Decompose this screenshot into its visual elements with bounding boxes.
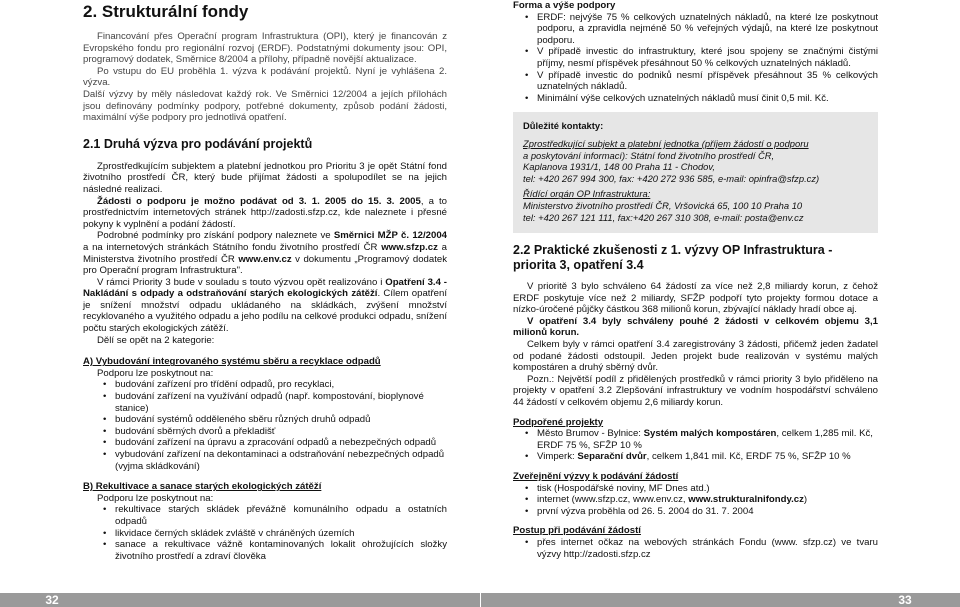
category-a xyxy=(83,356,447,472)
project-1-funding: , celkem 1,285 mil. Kč, ERDF 75 %, SFŽP 10 % xyxy=(537,428,873,451)
dates-bold: Žádosti o podporu je možno podávat od 3. 1. 2005 do 15. 3. 2005 xyxy=(97,195,421,207)
strukturalnifondy-link[interactable]: www.strukturalnifondy.cz xyxy=(688,494,804,506)
list-item: • tisk (Hospodářské noviny, MF Dnes atd.) xyxy=(527,483,878,495)
page-number-left: 32 xyxy=(30,593,74,607)
paragraph-registered: Celkem byly v rámci opatření 3.4 zaregistrovány 3 žádosti, přičemž jeden žadatel od podané žádosti odstoupil. Jeden projekt bude realizován v systému malých kompostáren a druhý sběrný dvůr. xyxy=(513,339,878,374)
category-a-lead: Podporu lze poskytnout na: xyxy=(97,367,214,379)
list-item: • budování sběrných dvorů a překladišť xyxy=(105,426,447,438)
contact-mzp xyxy=(523,188,870,223)
paragraph-categories: Dělí se opět na 2 kategorie: xyxy=(97,334,215,346)
list-item: • sanace a rekultivace vážně kontaminovaných lokalit ohrožujících složky životního prostředí a zdraví člověka xyxy=(105,539,447,562)
contact-mzp-l3: tel: +420 267 121 111, fax:+420 267 310 308, e-mail: posta@env.cz xyxy=(523,211,804,223)
heading-2-2: 2.2 Praktické zkušenosti z 1. výzvy OP Infrastruktura - priorita 3, opatření 3.4 xyxy=(513,243,833,273)
section-2-1-body xyxy=(83,161,447,347)
sfzp-link[interactable]: www.sfzp.cz xyxy=(381,241,438,253)
list-item: • likvidace černých skládek zvláště v chráněných územích xyxy=(105,528,447,540)
category-b xyxy=(83,481,447,562)
contacts-box xyxy=(513,112,878,233)
intro-block xyxy=(83,31,447,124)
paragraph-note: Pozn.: Největší podíl z přidělených prostředků v rámci priority 3 bylo přiděleno na projekty v opatření 3.2 Zlepšování infrastruktury ve vodním hospodářství schváleno 44 žádostí v celkovém objemu 2,6 miliardy korun. xyxy=(513,373,878,409)
list-item: • rekultivace starých skládek převážně komunálního odpadu a ostatních odpadů xyxy=(105,504,447,527)
intro-paragraph-1: Financování přes Operační program Infrastruktura (OPI), který je financován z Evropského fondu pro regionální rozvoj (ERDF). Podstatnými dokumenty jsou: OPI, programový dodatek, Směrnice 8/2004 a přílohy, případně novější aktualizace. xyxy=(83,31,447,66)
conditions-text-c: a na internetových stránkách Státního fondu životního prostředí ČR xyxy=(83,241,382,253)
project-2-name: Separační dvůr xyxy=(577,451,647,463)
procedure-title: Postup při podávání žádostí xyxy=(513,525,641,537)
forma-title: Forma a výše podpory xyxy=(513,0,616,11)
paragraph-dates xyxy=(83,196,447,231)
project-1-name: Systém malých kompostáren xyxy=(643,428,777,440)
project-1-place: Město Brumov - Bylnice: xyxy=(537,428,644,440)
contact-sfzp-l1: Zprostředkující subjekt a platební jednotka (příjem žádostí o podporu xyxy=(523,137,809,149)
list-item: • budování zařízení pro třídění odpadů, pro recyklaci, xyxy=(105,379,447,391)
left-column xyxy=(83,0,447,562)
paragraph-priority3: V prioritě 3 bylo schváleno 64 žádostí za více než 2,8 miliardy korun, z čehož ERDF poskytuje více než 2 miliardy, SFŽP podpoří tyto projekty formou dotace a nízko-úročené půjčky částkou 368 milionů korun, zbývající náklady hradí obce aj. xyxy=(513,281,878,316)
conditions-text-d: a Ministerstva životního prostředí ČR xyxy=(83,241,447,265)
paragraph-subject: Zprostředkujícím subjektem a platební jednotkou pro Prioritu 3 je opět Státní fond životního prostředí ČR, který bude přijímat žádosti a spolupodílet se na jejich následné realizaci. xyxy=(83,160,447,195)
list-item: • vybudování zařízení na dekontaminaci a odstraňování nebezpečných odpadů (vyjma skládkování) xyxy=(105,449,447,472)
paragraph-conditions xyxy=(83,230,447,276)
directive-bold: Směrnici MŽP č. 12/2004 xyxy=(333,230,447,242)
heading-2-1: 2.1 Druhá výzva pro podávání projektů xyxy=(83,136,313,151)
publication-list xyxy=(513,483,878,518)
category-b-list xyxy=(83,504,447,562)
list-item: • V případě investic do infrastruktury, které jsou spojeny se značnými čistými příjmy, nesmí příspěvek přesáhnout 50 % celkových uznatelných nákladů. xyxy=(527,46,878,69)
section-2-2-body xyxy=(513,281,878,409)
conditions-text-e: v dokumentu „Programový dodatek pro Operační program Infrastruktura". xyxy=(83,253,447,277)
measure-text-a: V rámci Priority 3 bude v souladu s touto výzvou opět realizováno i xyxy=(97,276,386,288)
category-b-title: B) Rekultivace a sanace starých ekologických zátěží xyxy=(83,481,322,493)
list-item: • V případě investic do podniků nesmí příspěvek přesáhnout 35 % celkových uznatelných nákladů. xyxy=(527,70,878,93)
list-item: • první výzva proběhla od 26. 5. 2004 do 31. 7. 2004 xyxy=(527,506,878,518)
contact-sfzp-l4: tel: +420 267 994 300, fax: +420 272 936 585, e-mail: opinfra@sfzp.cz) xyxy=(523,172,820,184)
paragraph-measure34: V opatření 3.4 byly schváleny pouhé 2 žádosti v celkovém objemu 3,1 milionů korun. xyxy=(513,315,878,339)
procedure-list xyxy=(513,537,878,560)
contact-sfzp xyxy=(523,138,870,184)
env-link[interactable]: www.env.cz xyxy=(238,253,292,265)
projects-title: Podpořené projekty xyxy=(513,416,604,428)
list-item: • budování zařízení na úpravu a zpracování odpadů a nebezpečných odpadů xyxy=(105,437,447,449)
contacts-title: Důležité kontakty: xyxy=(523,120,604,132)
paragraph-measure xyxy=(83,277,447,335)
page-number-right: 33 xyxy=(883,593,927,607)
list-item xyxy=(527,428,878,451)
list-item xyxy=(527,494,878,506)
measure-bold: Opatření 3.4 - Nakládání s odpady a odstraňování starých ekologických zátěží xyxy=(83,276,447,300)
project-2-funding: , celkem 1,841 mil. Kč, ERDF 75 %, SFŽP 10 % xyxy=(646,451,851,463)
contact-mzp-l1: Řídící orgán OP Infrastruktura: xyxy=(523,188,651,200)
list-item: • Minimální výše celkových uznatelných nákladů musí činit 0,5 mil. Kč. xyxy=(527,93,878,105)
intro-paragraph-2a: Po vstupu do EU proběhla 1. výzva k podávání projektů. Nyní je vyhlášena 2. výzva. xyxy=(83,65,447,89)
measure-text-c: . Cílem opatření je snížení množství odpadu ukládaného na skládkách, zvýšení množství recyklovaného a využitého odpadu a jeho podílu na celkové produkci odpadu, snížení počtu starých ekologických zátěží. xyxy=(83,288,447,335)
dates-rest: , a to prostřednictvím internetových stránek http://zadosti.sfzp.cz, kde naleznete i přesné pokyny k vyplnění a podání žádostí. xyxy=(83,195,447,230)
list-item: • přes internet očkaz na webových stránkách Fondu (www. sfzp.cz) ve tvaru výzvy http://zadosti.sfzp.cz xyxy=(527,537,878,560)
intro-paragraph-2b: Další výzvy by měly následovat každý rok. Ve Směrnici 12/2004 a jejích přílohách jsou definovány podmínky podpory, potřebné dokumenty, způsob podání žádosti, maximální výše podpory pro jednotlivá opatření. xyxy=(83,88,447,124)
category-a-title: A) Vybudování integrovaného systému sběru a recyklace odpadů xyxy=(83,356,381,368)
list-item xyxy=(527,451,878,463)
right-column xyxy=(513,0,878,560)
pub-internet-close: ) xyxy=(803,494,808,506)
pub-internet-text: internet (www.sfzp.cz, www.env.cz, xyxy=(537,494,689,506)
forma-list xyxy=(513,12,878,105)
page-gutter xyxy=(480,0,481,607)
conditions-text-a: Podrobné podmínky pro získání podpory naleznete ve xyxy=(97,230,334,242)
publication-title: Zveřejnění výzvy k podávání žádostí xyxy=(513,471,679,482)
category-b-lead: Podporu lze poskytnout na: xyxy=(97,492,214,504)
projects-list xyxy=(513,428,878,463)
list-item: • budování systémů odděleného sběru různých druhů odpadů xyxy=(105,414,447,426)
category-a-list xyxy=(83,379,447,472)
contact-mzp-l2: Ministerstvo životního prostředí ČR, Vršovická 65, 100 10 Praha 10 xyxy=(523,199,803,211)
section-title: 2. Strukturální fondy xyxy=(83,2,249,21)
contact-sfzp-l3: Kaplanova 1931/1, 148 00 Praha 11 - Chodov, xyxy=(523,161,715,173)
project-2-place: Vimperk: xyxy=(537,451,578,463)
list-item: • ERDF: nejvýše 75 % celkových uznatelných nákladů, na které lze poskytnout podporu, a zpravidla nejméně 50 % veřejných výdajů, na které lze poskytnout podporu. xyxy=(527,12,878,47)
contact-sfzp-l2: a poskytování informací): Státní fond životního prostředí ČR, xyxy=(523,149,775,161)
list-item: • budování zařízení na využívání odpadů (např. kompostování, bioplynové stanice) xyxy=(105,391,447,414)
